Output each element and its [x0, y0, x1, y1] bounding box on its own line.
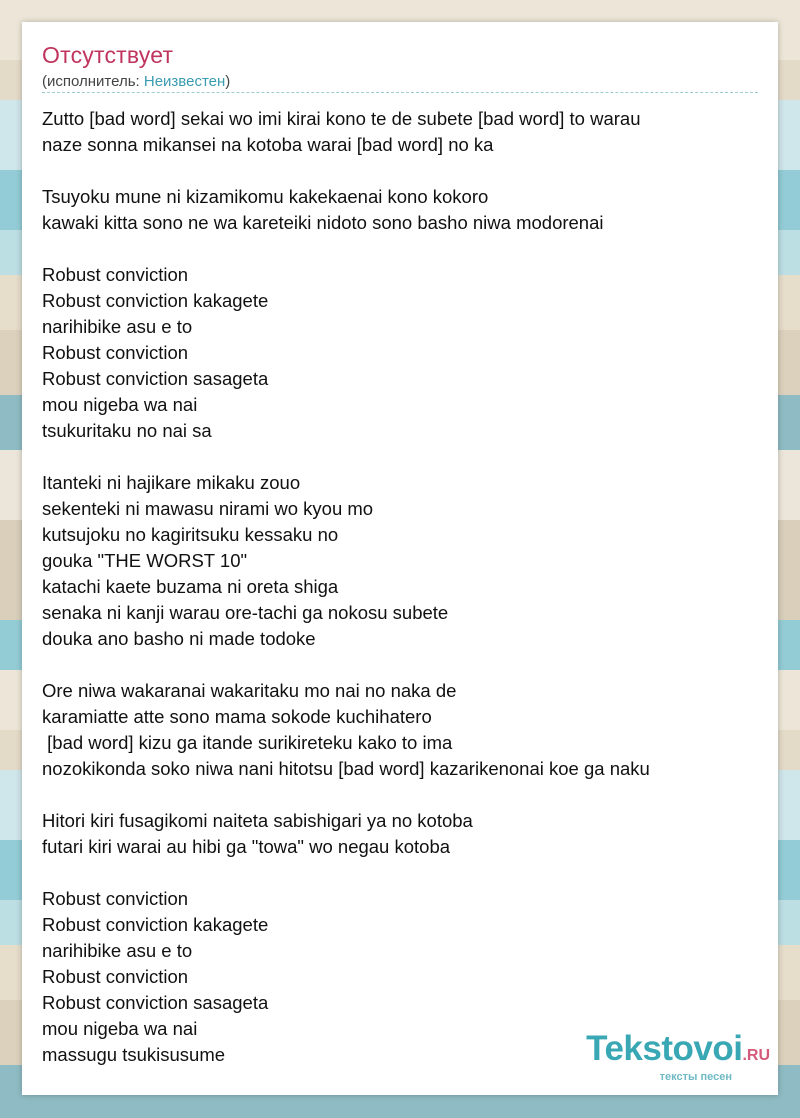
- lyric-line: mou nigeba wa nai: [42, 394, 198, 415]
- lyric-line: Ore niwa wakaranai wakaritaku mo nai no naka de: [42, 680, 457, 701]
- lyric-line: Itanteki ni hajikare mikaku zouo: [42, 472, 301, 493]
- lyric-line: Robust conviction kakagete: [42, 290, 269, 311]
- artist-link[interactable]: Неизвестен: [143, 73, 226, 90]
- lyric-line: Robust conviction: [42, 342, 189, 363]
- lyrics-card: [22, 22, 778, 1095]
- lyric-line: Hitori kiri fusagikomi naiteta sabishigari ya no kotoba: [42, 810, 473, 831]
- site-logo[interactable]: [586, 1031, 770, 1083]
- lyric-line: katachi kaete buzama ni oreta shiga: [42, 576, 339, 597]
- lyric-line: mou nigeba wa nai: [42, 1018, 198, 1039]
- lyric-line: senaka ni kanji warau ore-tachi ga nokosu subete: [42, 602, 449, 623]
- lyric-line: kutsujoku no kagiritsuku kessaku no: [42, 524, 339, 545]
- lyric-line: [bad word] kizu ga itande surikireteku kako to ima: [42, 732, 453, 753]
- lyric-line: narihibike asu e to: [42, 316, 193, 337]
- lyric-line: [42, 444, 762, 470]
- lyric-line: Robust conviction sasageta: [42, 992, 269, 1013]
- lyric-line: douka ano basho ni made todoke: [42, 628, 316, 649]
- logo-tagline: тексты песен: [659, 1071, 732, 1083]
- lyric-line: massugu tsukisusume: [42, 1044, 226, 1065]
- lyric-line: Robust conviction: [42, 966, 189, 987]
- lyric-line: Tsuyoku mune ni kizamikomu kakekaenai kono kokoro: [42, 186, 489, 207]
- artist-suffix: ): [225, 73, 231, 90]
- lyric-line: Robust conviction: [42, 264, 189, 285]
- logo-name: Tekstovoi: [586, 1029, 743, 1068]
- lyric-line: karamiatte atte sono mama sokode kuchihatero: [42, 706, 432, 727]
- lyric-line: [42, 158, 762, 184]
- lyric-line: Robust conviction kakagete: [42, 914, 269, 935]
- lyric-line: futari kiri warai au hibi ga "towa" wo negau kotoba: [42, 836, 451, 857]
- lyric-line: sekenteki ni mawasu nirami wo kyou mo: [42, 498, 374, 519]
- lyric-line: gouka "THE WORST 10": [42, 550, 248, 571]
- logo-tld: .RU: [742, 1047, 770, 1064]
- lyric-line: nozokikonda soko niwa nani hitotsu [bad word] kazarikenonai koe ga naku: [42, 758, 650, 779]
- lyric-line: narihibike asu e to: [42, 940, 193, 961]
- song-title: Отсутствует: [42, 42, 174, 68]
- artist-prefix: (исполнитель:: [42, 73, 144, 90]
- lyrics-body: [42, 106, 762, 1068]
- lyric-line: Zutto [bad word] sekai wo imi kirai kono te de subete [bad word] to warau: [42, 108, 641, 129]
- lyric-line: [42, 236, 762, 262]
- lyric-line: Robust conviction: [42, 888, 189, 909]
- lyric-line: [42, 782, 762, 808]
- artist-line: [42, 73, 230, 90]
- lyric-line: tsukuritaku no nai sa: [42, 420, 212, 441]
- lyric-line: Robust conviction sasageta: [42, 368, 269, 389]
- header-divider: [42, 92, 758, 93]
- lyric-line: naze sonna mikansei na kotoba warai [bad word] no ka: [42, 134, 494, 155]
- lyric-line: [42, 860, 762, 886]
- lyric-line: [42, 652, 762, 678]
- lyric-line: kawaki kitta sono ne wa kareteiki nidoto sono basho niwa modorenai: [42, 212, 604, 233]
